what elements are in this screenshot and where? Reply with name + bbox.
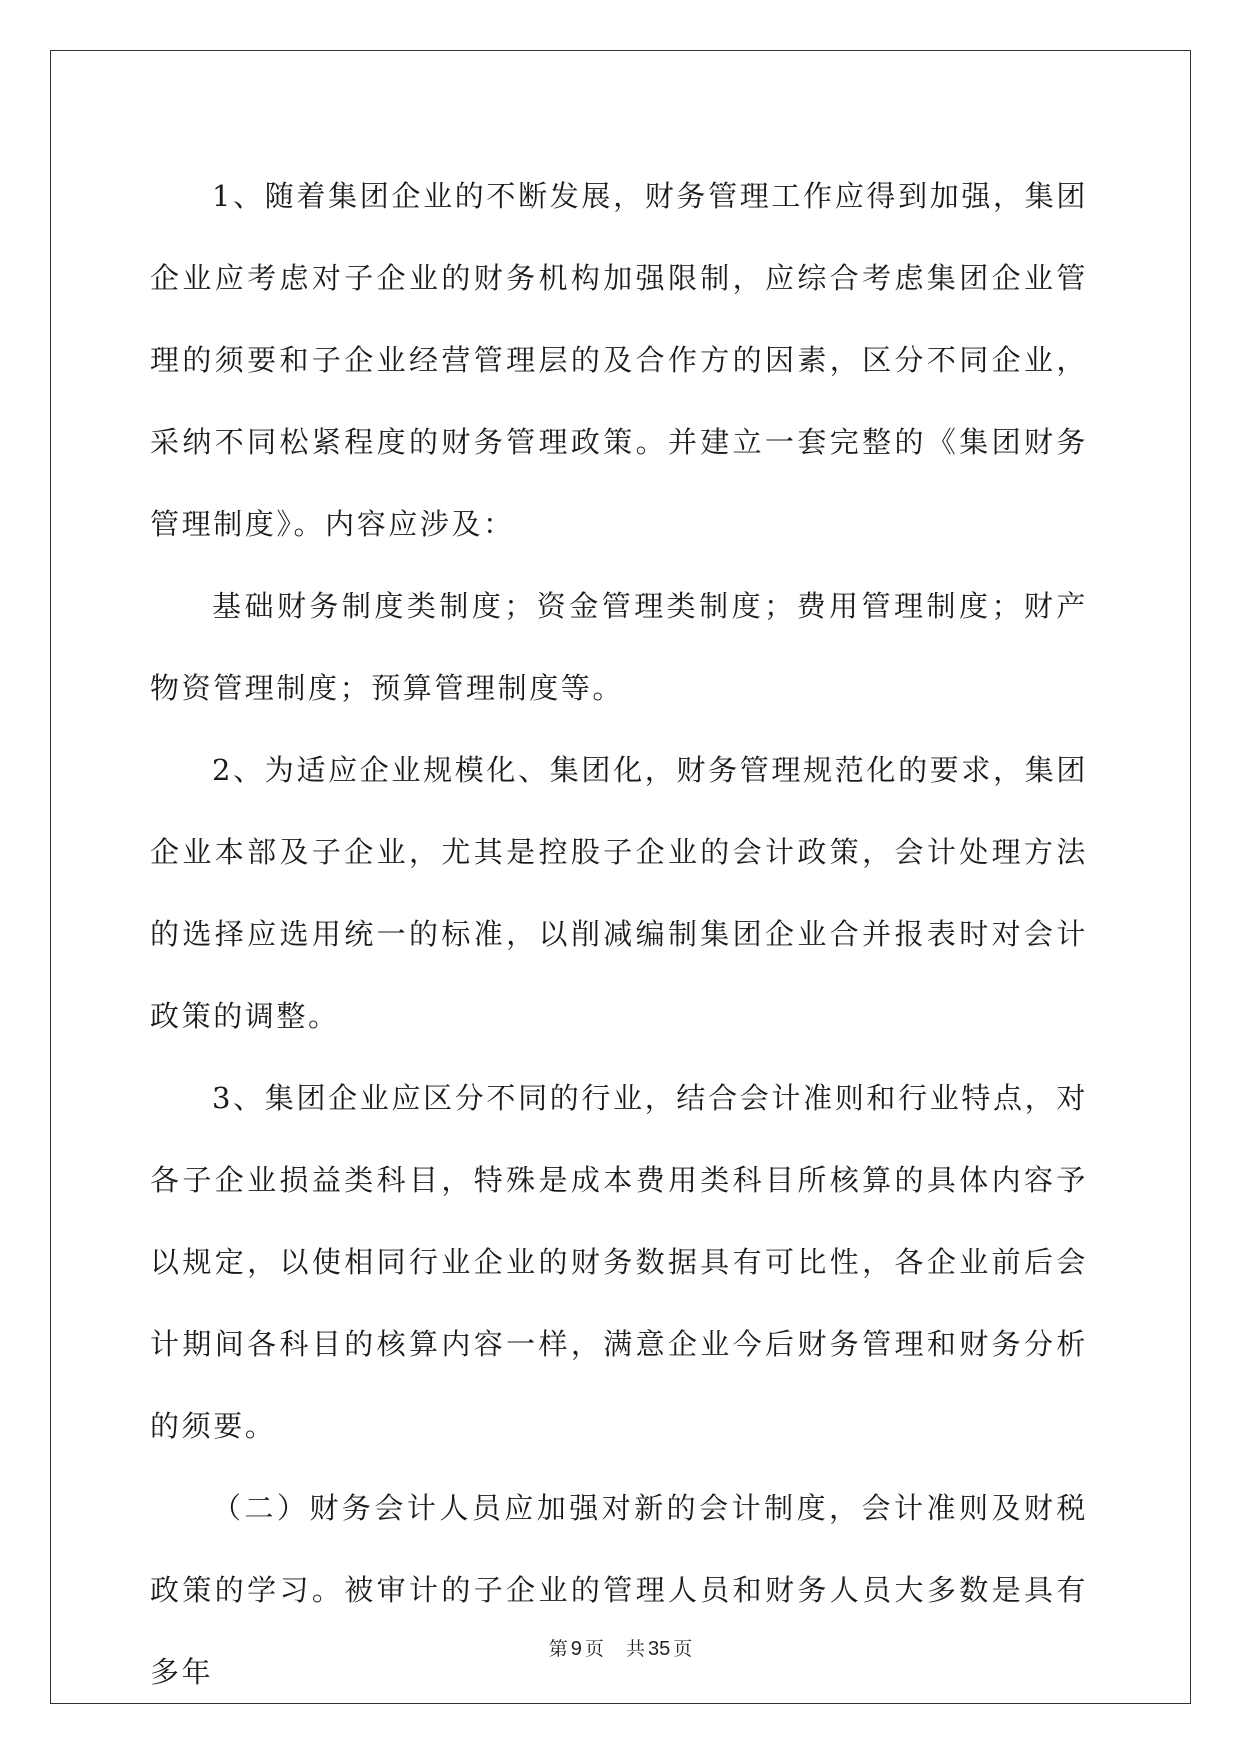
current-page-number: 9 [570,1638,582,1660]
footer-total-prefix: 共 [625,1638,645,1660]
paragraph-5: （二）财务会计人员应加强对新的会计制度，会计准则及财税政策的学习。被审计的子企业的管理人员和财务人员大多数是具有多年 [150,1491,1088,1689]
page-footer [0,1637,1241,1661]
footer-total-suffix: 页 [673,1638,693,1660]
document-body [150,155,1088,1713]
footer-page-suffix: 页 [584,1638,604,1660]
total-page-number: 35 [647,1638,671,1660]
paragraph-2: 基础财务制度类制度；资金管理类制度；费用管理制度；财产物资管理制度；预算管理制度等。 [150,589,1088,705]
paragraph-1: 1、随着集团企业的不断发展，财务管理工作应得到加强，集团企业应考虑对子企业的财务机构加强限制，应综合考虑集团企业管理的须要和子企业经营管理层的及合作方的因素，区分不同企业，采纳不同松紧程度的财务管理政策。并建立一套完整的《集团财务管理制度》。内容应涉及： [150,179,1088,541]
paragraph-3: 2、为适应企业规模化、集团化，财务管理规范化的要求，集团企业本部及子企业，尤其是控股子企业的会计政策，会计处理方法的选择应选用统一的标准，以削减编制集团企业合并报表时对会计政策的调整。 [150,753,1088,1033]
paragraph-4: 3、集团企业应区分不同的行业，结合会计准则和行业特点，对各子企业损益类科目，特殊是成本费用类科目所核算的具体内容予以规定，以使相同行业企业的财务数据具有可比性，各企业前后会计期间各科目的核算内容一样，满意企业今后财务管理和财务分析的须要。 [150,1081,1088,1443]
footer-prefix: 第 [548,1638,568,1660]
